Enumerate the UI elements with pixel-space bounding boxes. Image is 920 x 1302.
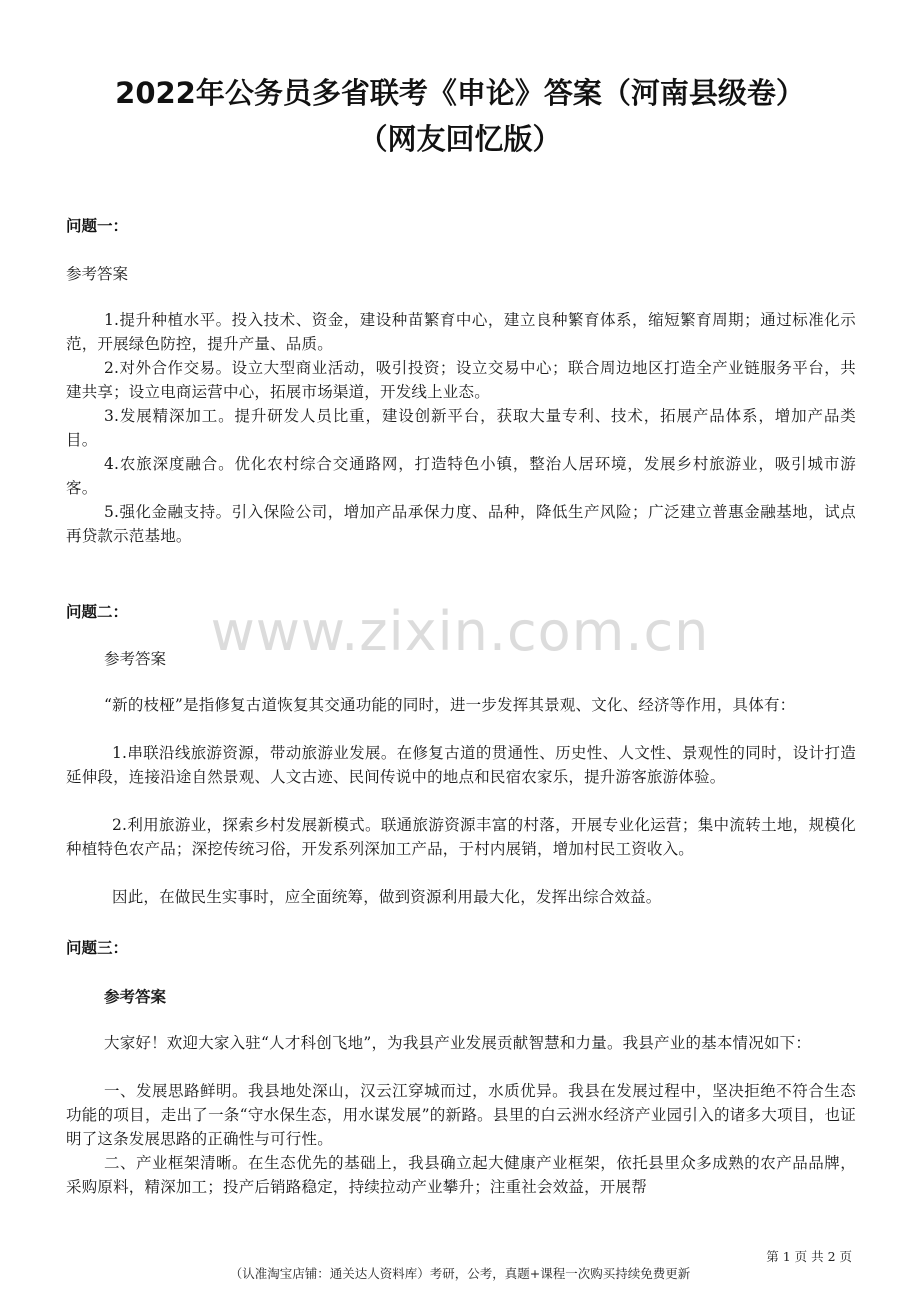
q2-reference-label: 参考答案	[104, 650, 167, 668]
document-title-line1: 2022年公务员多省联考《申论》答案（河南县级卷）	[115, 76, 805, 110]
q1-item-5: 5.强化金融支持。引入保险公司，增加产品承保力度、品种，降低生产风险；广泛建立普惠金融基地，试点再贷款示范基地。	[66, 503, 856, 545]
q3-paragraph-2: 一、发展思路鲜明。我县地处深山，汉云江穿城而过，水质优异。我县在发展过程中，坚决拒绝不符合生态功能的项目，走出了一条“守水保生态，用水谋发展”的新路。县里的白云洲水经济产业园引入的诸多大项目，也证明了这条发展思路的正确性与可行性。	[66, 1082, 856, 1148]
q2-intro: “新的枝桠”是指修复古道恢复其交通功能的同时，进一步发挥其景观、文化、经济等作用，具体有：	[104, 696, 796, 714]
q1-item-3: 3.发展精深加工。提升研发人员比重，建设创新平台，获取大量专利、技术，拓展产品体系，增加产品类目。	[66, 407, 856, 449]
q1-heading: 问题一：	[66, 217, 129, 235]
q1-item-2: 2.对外合作交易。设立大型商业活动，吸引投资；设立交易中心；联合周边地区打造全产业链服务平台，共建共享；设立电商运营中心，拓展市场渠道，开发线上业态。	[66, 359, 856, 401]
document-title-line2: （网友回忆版）	[358, 122, 562, 156]
watermark: www.zixin.com.cn	[210, 600, 710, 663]
q2-item-1: 1.串联沿线旅游资源，带动旅游业发展。在修复古道的贯通性、历史性、人文性、景观性的同时，设计打造延伸段，连接沿途自然景观、人文古迹、民间传说中的地点和民宿农家乐，提升游客旅游体验。	[66, 744, 856, 786]
q1-reference-label: 参考答案	[66, 265, 129, 283]
q1-item-4: 4.农旅深度融合。优化农村综合交通路网，打造特色小镇，整治人居环境，发展乡村旅游业，吸引城市游客。	[66, 455, 856, 497]
q3-heading: 问题三：	[66, 939, 129, 957]
q3-reference-label: 参考答案	[104, 987, 167, 1006]
q3-paragraph-1: 大家好！欢迎大家入驻“人才科创飞地”，为我县产业发展贡献智慧和力量。我县产业的基本情况如下：	[104, 1034, 812, 1052]
q2-heading: 问题二：	[66, 603, 129, 621]
q1-item-1: 1.提升种植水平。投入技术、资金，建设种苗繁育中心，建立良种繁育体系，缩短繁育周期；通过标准化示范，开展绿色防控，提升产量、品质。	[66, 311, 856, 353]
q2-conclusion: 因此，在做民生实事时，应全面统筹，做到资源利用最大化，发挥出综合效益。	[112, 888, 662, 906]
page-number: 第 1 页 共 2 页	[766, 1249, 852, 1264]
q3-paragraph-3: 二、产业框架清晰。在生态优先的基础上，我县确立起大健康产业框架，依托县里众多成熟的农产品品牌，采购原料，精深加工；投产后销路稳定，持续拉动产业攀升；注重社会效益，开展帮	[66, 1154, 856, 1196]
footer-note: （认准淘宝店铺：通关达人资料库）考研，公考，真题+课程一次购买持续免费更新	[229, 1266, 691, 1281]
q2-item-2: 2.利用旅游业，探索乡村发展新模式。联通旅游资源丰富的村落，开展专业化运营；集中流转土地，规模化种植特色农产品；深挖传统习俗，开发系列深加工产品，于村内展销，增加村民工资收入。	[66, 816, 856, 858]
